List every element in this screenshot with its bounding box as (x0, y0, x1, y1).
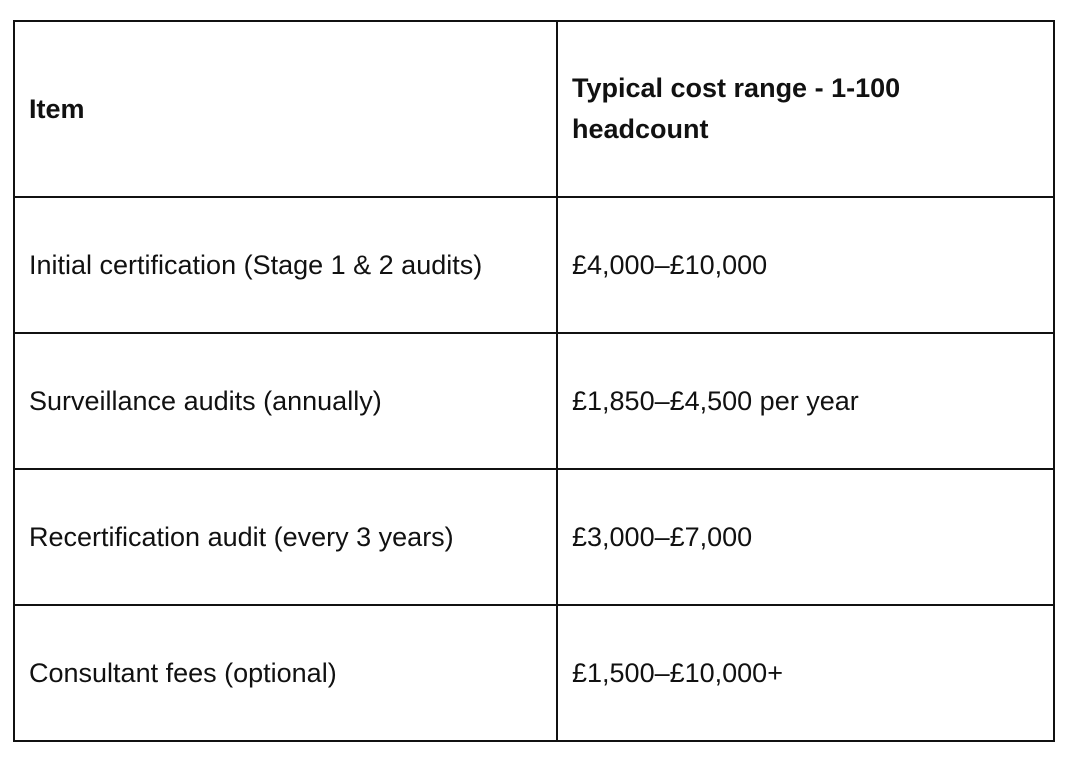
cell-item: Recertification audit (every 3 years) (14, 469, 557, 605)
cell-item: Consultant fees (optional) (14, 605, 557, 741)
table-header-row (14, 21, 1054, 197)
table-row (14, 197, 1054, 333)
header-item: Item (14, 21, 557, 197)
cell-cost: £1,500–£10,000+ (557, 605, 1054, 741)
table-header (14, 21, 1054, 197)
cell-cost: £1,850–£4,500 per year (557, 333, 1054, 469)
table-body (14, 197, 1054, 741)
table-row (14, 605, 1054, 741)
table-row (14, 469, 1054, 605)
cell-cost: £3,000–£7,000 (557, 469, 1054, 605)
cell-item: Initial certification (Stage 1 & 2 audits) (14, 197, 557, 333)
cost-table (13, 20, 1055, 742)
table-row (14, 333, 1054, 469)
cell-item: Surveillance audits (annually) (14, 333, 557, 469)
header-cost-range: Typical cost range - 1-100 headcount (557, 21, 1054, 197)
cell-cost: £4,000–£10,000 (557, 197, 1054, 333)
